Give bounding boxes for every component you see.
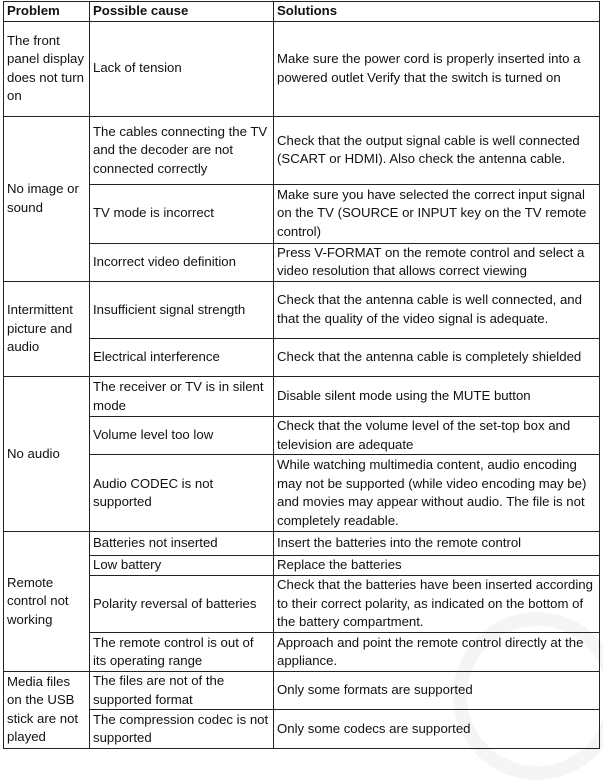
cause-cell: TV mode is incorrect: [90, 184, 274, 243]
cause-cell: The files are not of the supported format: [90, 671, 274, 710]
solution-cell: Check that the antenna cable is well connected, and that the quality of the video signal is adequate.: [274, 282, 600, 339]
table-row: [4, 555, 600, 575]
solution-cell: Check that the antenna cable is completely shielded: [274, 338, 600, 377]
solution-cell: Insert the batteries into the remote control: [274, 532, 600, 555]
cause-cell: Audio CODEC is not supported: [90, 455, 274, 532]
header-possible-cause: Possible cause: [90, 2, 274, 22]
table-row: [4, 116, 600, 184]
solution-cell: Disable silent mode using the MUTE button: [274, 377, 600, 417]
solution-cell: Check that the batteries have been inserted according to their correct polarity, as indicated on the bottom of the battery compartment.: [274, 575, 600, 632]
table-row: [4, 282, 600, 339]
table-row: [4, 455, 600, 532]
solution-cell: Replace the batteries: [274, 555, 600, 575]
solution-cell: Approach and point the remote control directly at the appliance.: [274, 633, 600, 672]
problem-cell: No audio: [4, 377, 90, 532]
solution-cell: Press V-FORMAT on the remote control and select a video resolution that allows correct viewing: [274, 243, 600, 282]
cause-cell: The compression codec is not supported: [90, 710, 274, 749]
solution-cell: Only some formats are supported: [274, 671, 600, 710]
table-row: [4, 377, 600, 417]
header-row: [4, 2, 600, 22]
table-row: [4, 21, 600, 116]
problem-cell: Remote control not working: [4, 532, 90, 671]
solution-cell: Make sure the power cord is properly inserted into a powered outlet Verify that the switch is turned on: [274, 21, 600, 116]
cause-cell: Lack of tension: [90, 21, 274, 116]
table-row: [4, 243, 600, 282]
table-row: [4, 184, 600, 243]
problem-cell: The front panel display does not turn on: [4, 21, 90, 116]
troubleshooting-table: [3, 1, 600, 749]
table-row: [4, 633, 600, 672]
cause-cell: Incorrect video definition: [90, 243, 274, 282]
table-row: [4, 671, 600, 710]
solution-cell: Check that the volume level of the set-top box and television are adequate: [274, 416, 600, 455]
cause-cell: The receiver or TV is in silent mode: [90, 377, 274, 417]
solution-cell: Make sure you have selected the correct input signal on the TV (SOURCE or INPUT key on the TV remote control): [274, 184, 600, 243]
problem-cell: Media files on the USB stick are not played: [4, 671, 90, 748]
table-row: [4, 338, 600, 377]
cause-cell: Polarity reversal of batteries: [90, 575, 274, 632]
solution-cell: Only some codecs are supported: [274, 710, 600, 749]
problem-cell: Intermittent picture and audio: [4, 282, 90, 377]
table-row: [4, 532, 600, 555]
cause-cell: Low battery: [90, 555, 274, 575]
table-row: [4, 710, 600, 749]
table-row: [4, 575, 600, 632]
header-solutions: Solutions: [274, 2, 600, 22]
table-row: [4, 416, 600, 455]
solution-cell: While watching multimedia content, audio encoding may not be supported (while video encoding may be) and movies may appear without audio. The file is not completely readable.: [274, 455, 600, 532]
problem-cell: No image or sound: [4, 116, 90, 281]
cause-cell: Insufficient signal strength: [90, 282, 274, 339]
cause-cell: Electrical interference: [90, 338, 274, 377]
cause-cell: Batteries not inserted: [90, 532, 274, 555]
cause-cell: The cables connecting the TV and the decoder are not connected correctly: [90, 116, 274, 184]
cause-cell: Volume level too low: [90, 416, 274, 455]
solution-cell: Check that the output signal cable is well connected (SCART or HDMI). Also check the antenna cable.: [274, 116, 600, 184]
header-problem: Problem: [4, 2, 90, 22]
cause-cell: The remote control is out of its operating range: [90, 633, 274, 672]
